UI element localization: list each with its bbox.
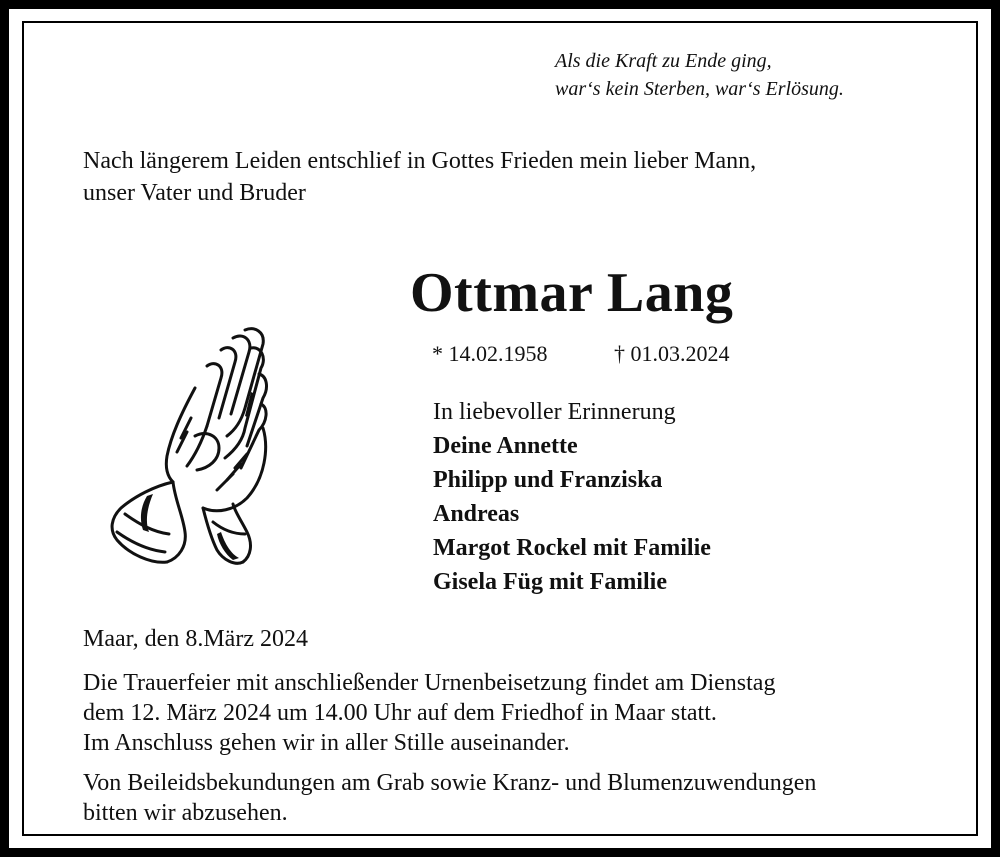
ceremony-info xyxy=(83,668,963,758)
ceremony-line-1: Die Trauerfeier mit anschließender Urnenbeisetzung findet am Dienstag xyxy=(83,670,776,696)
signer-name: Andreas xyxy=(433,501,520,527)
condolence-request xyxy=(83,768,963,828)
place-and-date: Maar, den 8.März 2024 xyxy=(83,626,308,652)
praying-hands-icon xyxy=(95,318,280,573)
ceremony-line-2: dem 12. März 2024 um 14.00 Uhr auf dem Friedhof in Maar statt. xyxy=(83,700,717,726)
memorial-quote xyxy=(555,47,844,103)
signer-name: Deine Annette xyxy=(433,433,578,459)
request-line-1: Von Beileidsbekundungen am Grab sowie Kranz- und Blumenzuwendungen xyxy=(83,770,817,796)
death-date: † 01.03.2024 xyxy=(614,341,730,366)
quote-line-1: Als die Kraft zu Ende ging, xyxy=(555,50,772,72)
request-line-2: bitten wir abzusehen. xyxy=(83,800,288,826)
signers-intro: In liebevoller Erinnerung xyxy=(433,399,676,425)
signer-name: Gisela Füg mit Familie xyxy=(433,569,667,595)
intro-line-2: unser Vater und Bruder xyxy=(83,180,306,206)
quote-line-2: war‘s kein Sterben, war‘s Erlösung. xyxy=(555,78,844,100)
signer-name: Margot Rockel mit Familie xyxy=(433,535,711,561)
signers-block xyxy=(433,395,711,599)
signer-name: Philipp und Franziska xyxy=(433,467,663,493)
birth-date: * 14.02.1958 xyxy=(432,341,548,366)
deceased-name: Ottmar Lang xyxy=(410,262,734,324)
intro-text xyxy=(83,145,756,209)
intro-line-1: Nach längerem Leiden entschlief in Gottes Frieden mein lieber Mann, xyxy=(83,148,757,174)
ceremony-line-3: Im Anschluss gehen wir in aller Stille auseinander. xyxy=(83,730,570,756)
